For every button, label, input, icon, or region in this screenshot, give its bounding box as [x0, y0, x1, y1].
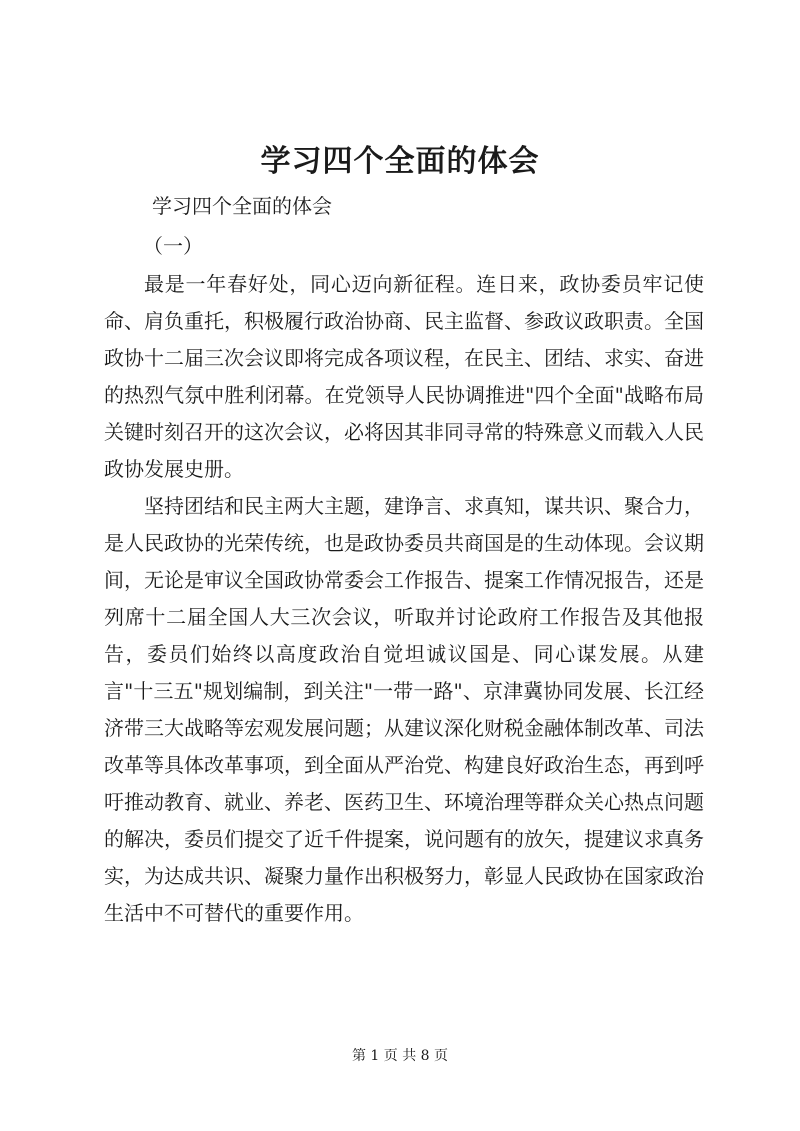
document-body: [104, 266, 704, 932]
document-subtitle: 学习四个全面的体会: [152, 194, 332, 218]
document-title: 学习四个全面的体会: [260, 144, 540, 179]
paragraph-2: 坚持团结和民主两大主题，建诤言、求真知，谋共识、聚合力，是人民政协的光荣传统，也是政协委员共商国是的生动体现。会议期间，无论是审议全国政协常委会工作报告、提案工作情况报告，还是列席十二届全国人大三次会议，听取并讨论政府工作报告及其他报告，委员们始终以高度政治自觉坦诚议国是、同心谋发展。从建言"十三五"规划编制，到关注"一带一路"、京津冀协同发展、长江经济带三大战略等宏观发展问题；从建议深化财税金融体制改革、司法改革等具体改革事项，到全面从严治党、构建良好政治生态，再到呼吁推动教育、就业、养老、医药卫生、环境治理等群众关心热点问题的解决，委员们提交了近千件提案，说问题有的放矢，提建议求真务实，为达成共识、凝聚力量作出积极努力，彰显人民政协在国家政治生活中不可替代的重要作用。: [104, 494, 704, 925]
page-indicator: 第 1 页 共 8 页: [351, 1048, 449, 1064]
section-heading: （一）: [143, 234, 203, 258]
paragraph-1: 最是一年春好处，同心迈向新征程。连日来，政协委员牢记使命、肩负重托，积极履行政治协商、民主监督、参政议政职责。全国政协十二届三次会议即将完成各项议程，在民主、团结、求实、奋进的热烈气氛中胜利闭幕。在党领导人民协调推进"四个全面"战略布局关键时刻召开的这次会议，必将因其非同寻常的特殊意义而载入人民政协发展史册。: [104, 272, 704, 481]
